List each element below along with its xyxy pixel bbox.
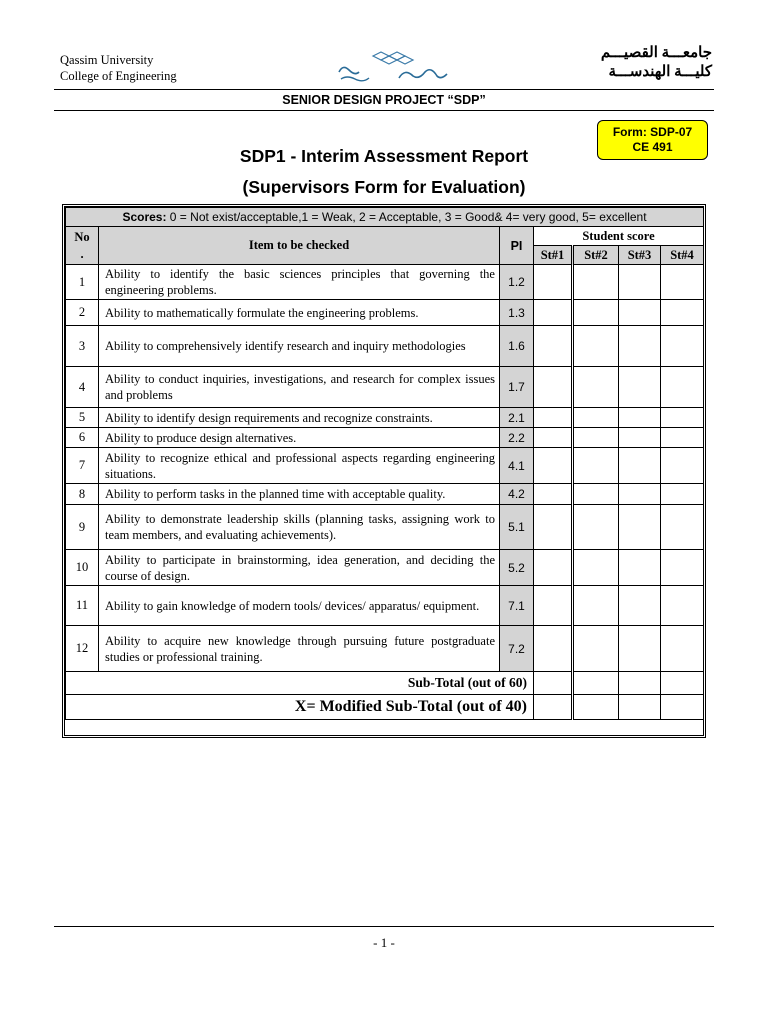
table-row <box>66 265 704 300</box>
row-pi: 1.7 <box>500 367 534 408</box>
row-item: Ability to participate in brainstorming, idea generation, and deciding the course of design. <box>99 550 500 586</box>
score-cell-st1[interactable] <box>534 586 573 626</box>
university-name-en: Qassim University <box>60 53 154 67</box>
assessment-table <box>62 204 706 738</box>
score-cell-st4[interactable] <box>661 626 704 672</box>
score-cell-st2[interactable] <box>573 550 619 586</box>
col-header-student: St#4 <box>661 246 704 265</box>
score-cell-st2[interactable] <box>573 428 619 448</box>
table-row <box>66 550 704 586</box>
table-row <box>66 505 704 550</box>
row-number: 10 <box>66 550 99 586</box>
score-cell-st1[interactable] <box>534 300 573 326</box>
score-cell-st4[interactable] <box>661 265 704 300</box>
subtotal-cell-st3[interactable] <box>619 672 661 695</box>
score-cell-st1[interactable] <box>534 626 573 672</box>
row-item: Ability to mathematically formulate the engineering problems. <box>99 300 500 326</box>
modified-subtotal-label: X= Modified Sub-Total (out of 40) <box>66 695 534 720</box>
score-cell-st2[interactable] <box>573 300 619 326</box>
table-row <box>66 448 704 484</box>
score-cell-st1[interactable] <box>534 367 573 408</box>
col-header-student-score: Student score <box>534 227 704 246</box>
score-cell-st2[interactable] <box>573 586 619 626</box>
col-header-student: St#1 <box>534 246 573 265</box>
row-number: 8 <box>66 484 99 505</box>
score-cell-st3[interactable] <box>619 448 661 484</box>
score-cell-st3[interactable] <box>619 367 661 408</box>
score-cell-st4[interactable] <box>661 300 704 326</box>
row-item: Ability to perform tasks in the planned time with acceptable quality. <box>99 484 500 505</box>
row-number: 3 <box>66 326 99 367</box>
row-pi: 7.2 <box>500 626 534 672</box>
col-header-student: St#2 <box>573 246 619 265</box>
row-number: 5 <box>66 408 99 428</box>
score-cell-st1[interactable] <box>534 484 573 505</box>
table-header-row <box>66 227 704 246</box>
score-cell-st4[interactable] <box>661 367 704 408</box>
table-row <box>66 626 704 672</box>
score-cell-st4[interactable] <box>661 428 704 448</box>
col-header-student: St#3 <box>619 246 661 265</box>
row-pi: 1.2 <box>500 265 534 300</box>
row-number: 9 <box>66 505 99 550</box>
score-cell-st2[interactable] <box>573 265 619 300</box>
score-cell-st1[interactable] <box>534 265 573 300</box>
score-cell-st4[interactable] <box>661 484 704 505</box>
row-number: 2 <box>66 300 99 326</box>
report-subtitle: (Supervisors Form for Evaluation) <box>242 177 526 197</box>
row-pi: 2.1 <box>500 408 534 428</box>
table-row <box>66 300 704 326</box>
row-pi: 4.2 <box>500 484 534 505</box>
row-number: 12 <box>66 626 99 672</box>
table-row <box>66 367 704 408</box>
subtotal-cell-st4[interactable] <box>661 672 704 695</box>
row-pi: 7.1 <box>500 586 534 626</box>
score-cell-st4[interactable] <box>661 448 704 484</box>
subtotal-cell-st1[interactable] <box>534 672 573 695</box>
score-cell-st1[interactable] <box>534 505 573 550</box>
subtotal-label: Sub-Total (out of 60) <box>66 672 534 695</box>
score-cell-st2[interactable] <box>573 448 619 484</box>
college-name-en: College of Engineering <box>60 69 177 83</box>
table-row <box>66 484 704 505</box>
row-item: Ability to demonstrate leadership skills (planning tasks, assigning work to team members, and evaluating achievements). <box>99 505 500 550</box>
score-cell-st4[interactable] <box>661 505 704 550</box>
score-cell-st3[interactable] <box>619 505 661 550</box>
header-divider-top <box>54 89 714 90</box>
qassim-university-logo <box>333 50 453 84</box>
modified-cell-st4[interactable] <box>661 695 704 720</box>
score-cell-st3[interactable] <box>619 428 661 448</box>
row-pi: 1.6 <box>500 326 534 367</box>
score-cell-st1[interactable] <box>534 408 573 428</box>
scores-label: Scores: <box>122 210 167 224</box>
score-cell-st2[interactable] <box>573 626 619 672</box>
row-item: Ability to comprehensively identify research and inquiry methodologies <box>99 326 500 367</box>
score-cell-st3[interactable] <box>619 550 661 586</box>
row-number: 11 <box>66 586 99 626</box>
row-pi: 4.1 <box>500 448 534 484</box>
row-pi: 1.3 <box>500 300 534 326</box>
scores-legend <box>66 208 704 227</box>
scores-scale: 0 = Not exist/acceptable,1 = Weak, 2 = Acceptable, 3 = Good& 4= very good, 5= excellent <box>166 210 647 224</box>
footer-divider <box>54 926 714 927</box>
report-title: SDP1 - Interim Assessment Report <box>239 146 529 166</box>
score-cell-st2[interactable] <box>573 505 619 550</box>
row-item: Ability to identify the basic sciences principles that governing the engineering problems. <box>99 265 500 300</box>
score-cell-st2[interactable] <box>573 326 619 367</box>
project-title: SENIOR DESIGN PROJECT “SDP” <box>282 93 486 107</box>
header-right <box>601 44 712 82</box>
score-cell-st3[interactable] <box>619 265 661 300</box>
row-pi: 2.2 <box>500 428 534 448</box>
row-item: Ability to conduct inquiries, investigations, and research for complex issues and problems <box>99 367 500 408</box>
university-name-ar: جامعـــة القصيـــم <box>600 45 712 61</box>
page-number: - 1 - <box>373 935 395 950</box>
score-cell-st3[interactable] <box>619 626 661 672</box>
score-cell-st3[interactable] <box>619 326 661 367</box>
score-cell-st1[interactable] <box>534 326 573 367</box>
score-cell-st4[interactable] <box>661 550 704 586</box>
modified-cell-st3[interactable] <box>619 695 661 720</box>
row-item: Ability to acquire new knowledge through pursuing future postgraduate studies or professional training. <box>99 626 500 672</box>
header-divider-bottom <box>54 110 714 111</box>
col-header-no: No . <box>66 227 99 265</box>
row-number: 7 <box>66 448 99 484</box>
table-row <box>66 408 704 428</box>
row-number: 1 <box>66 265 99 300</box>
score-cell-st1[interactable] <box>534 448 573 484</box>
table-row <box>66 428 704 448</box>
col-header-pi: PI <box>500 227 534 265</box>
table-row <box>66 326 704 367</box>
score-cell-st2[interactable] <box>573 367 619 408</box>
row-number: 6 <box>66 428 99 448</box>
table-row <box>66 586 704 626</box>
row-number: 4 <box>66 367 99 408</box>
course-code: CE 491 <box>632 140 673 154</box>
row-item: Ability to recognize ethical and professional aspects regarding engineering situations. <box>99 448 500 484</box>
row-item: Ability to identify design requirements and recognize constraints. <box>99 408 500 428</box>
score-cell-st4[interactable] <box>661 408 704 428</box>
row-item: Ability to gain knowledge of modern tools/ devices/ apparatus/ equipment. <box>99 586 500 626</box>
subtotal-row <box>66 672 704 695</box>
score-cell-st1[interactable] <box>534 428 573 448</box>
score-cell-st3[interactable] <box>619 484 661 505</box>
modified-cell-st1[interactable] <box>534 695 573 720</box>
score-cell-st2[interactable] <box>573 408 619 428</box>
row-pi: 5.2 <box>500 550 534 586</box>
modified-cell-st2[interactable] <box>573 695 619 720</box>
header-left <box>60 52 177 84</box>
subtotal-cell-st2[interactable] <box>573 672 619 695</box>
score-cell-st3[interactable] <box>619 300 661 326</box>
scores-legend-row <box>66 208 704 227</box>
col-header-item: Item to be checked <box>99 227 500 265</box>
score-cell-st1[interactable] <box>534 550 573 586</box>
form-code: Form: SDP-07 <box>612 125 693 139</box>
score-cell-st4[interactable] <box>661 326 704 367</box>
score-cell-st2[interactable] <box>573 484 619 505</box>
college-name-ar: كليـــة الهندســـة <box>608 64 712 80</box>
score-cell-st3[interactable] <box>619 586 661 626</box>
score-cell-st4[interactable] <box>661 586 704 626</box>
row-item: Ability to produce design alternatives. <box>99 428 500 448</box>
row-pi: 5.1 <box>500 505 534 550</box>
score-cell-st3[interactable] <box>619 408 661 428</box>
modified-subtotal-row <box>66 695 704 720</box>
